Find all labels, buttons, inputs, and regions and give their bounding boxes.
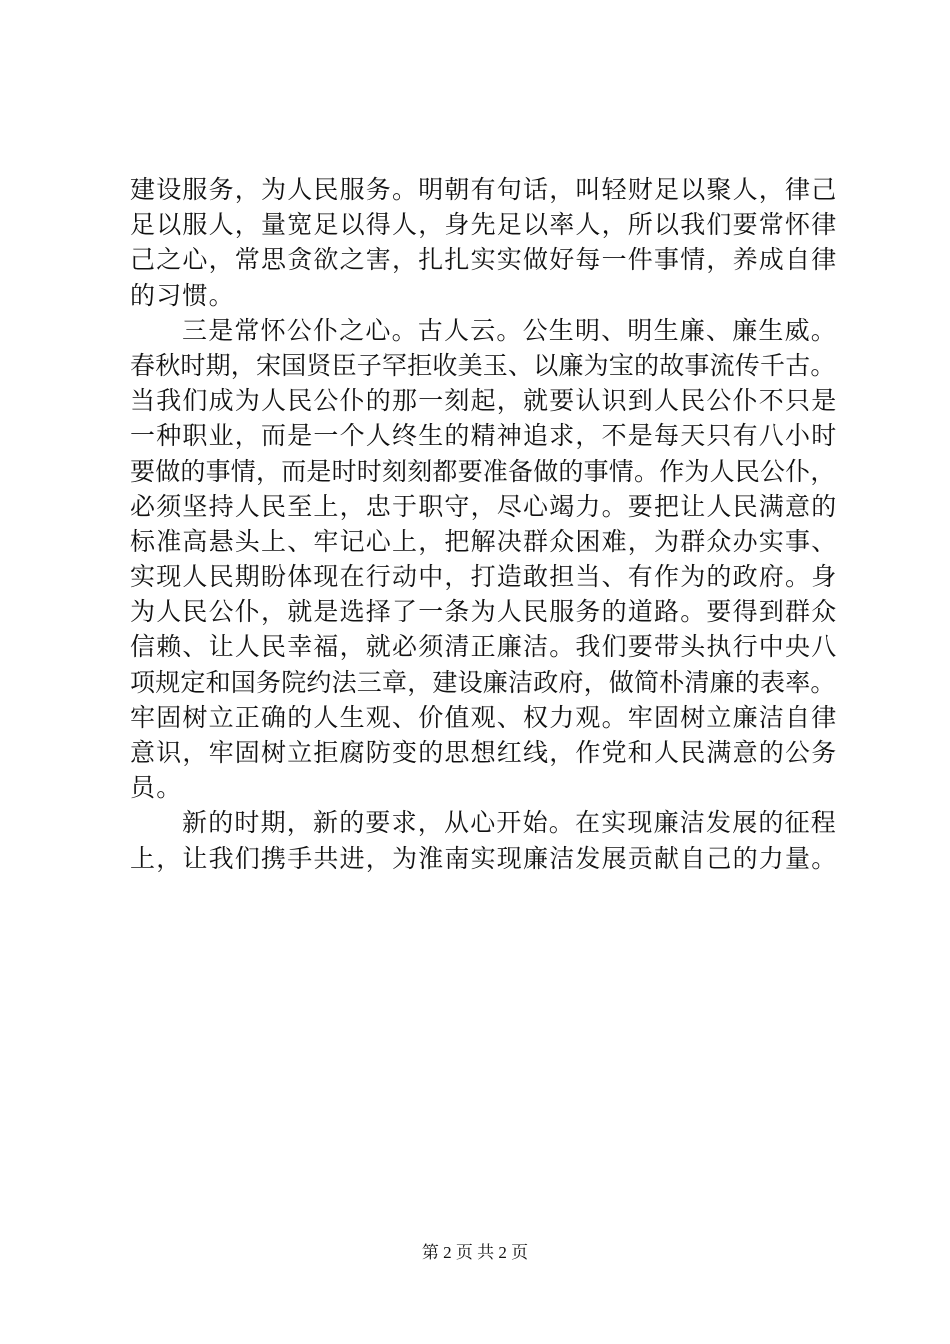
- text-line: 项规定和国务院约法三章，建设廉洁政府，做简朴清廉的表率。: [130, 667, 836, 697]
- text-line: 实现人民期盼体现在行动中，打造敢担当、有作为的政府。身: [130, 562, 838, 592]
- text-line: 春秋时期，宋国贤臣子罕拒收美玉、以廉为宝的故事流传千古。: [130, 350, 836, 380]
- text-line: 为人民公仆，就是选择了一条为人民服务的道路。要得到群众: [130, 597, 838, 627]
- text-line: 牢固树立正确的人生观、价值观、权力观。牢固树立廉洁自律: [130, 702, 838, 732]
- text-line: 当我们成为人民公仆的那一刻起，就要认识到人民公仆不只是: [130, 386, 838, 416]
- text-line: 上，让我们携手共进，为淮南实现廉洁发展贡献自己的力量。: [130, 843, 838, 873]
- text-line: 己之心，常思贪欲之害，扎扎实实做好每一件事情，养成自律: [130, 245, 838, 275]
- text-line: 意识，牢固树立拒腐防变的思想红线，作党和人民满意的公务: [130, 738, 838, 767]
- text-line: 足以服人，量宽足以得人，身先足以率人，所以我们要常怀律: [130, 210, 838, 240]
- text-line: 必须坚持人民至上，忠于职守，尽心竭力。要把让人民满意的: [130, 491, 838, 521]
- paragraph-start-line: 三是常怀公仆之心。古人云。公生明、明生廉、廉生威。: [182, 315, 838, 345]
- paragraph-start-line: 新的时期，新的要求，从心开始。在实现廉洁发展的征程: [182, 808, 838, 838]
- text-line: 信赖、让人民幸福，就必须清正廉洁。我们要带头执行中央八: [130, 632, 838, 662]
- text-line: 员。: [130, 773, 183, 803]
- text-line: 建设服务，为人民服务。明朝有句话，叫轻财足以聚人，律己: [130, 175, 838, 204]
- document-body: [130, 172, 850, 876]
- text-line: 标准高悬头上、牢记心上，把解决群众困难，为群众办实事、: [130, 526, 838, 556]
- text-line: 要做的事情，而是时时刻刻都要准备做的事情。作为人民公仆，: [130, 456, 836, 486]
- text-line: 的习惯。: [130, 280, 235, 310]
- page-number-footer: 第 2 页 共 2 页: [421, 1243, 529, 1262]
- text-line: 一种职业，而是一个人终生的精神追求，不是每天只有八小时: [130, 421, 838, 451]
